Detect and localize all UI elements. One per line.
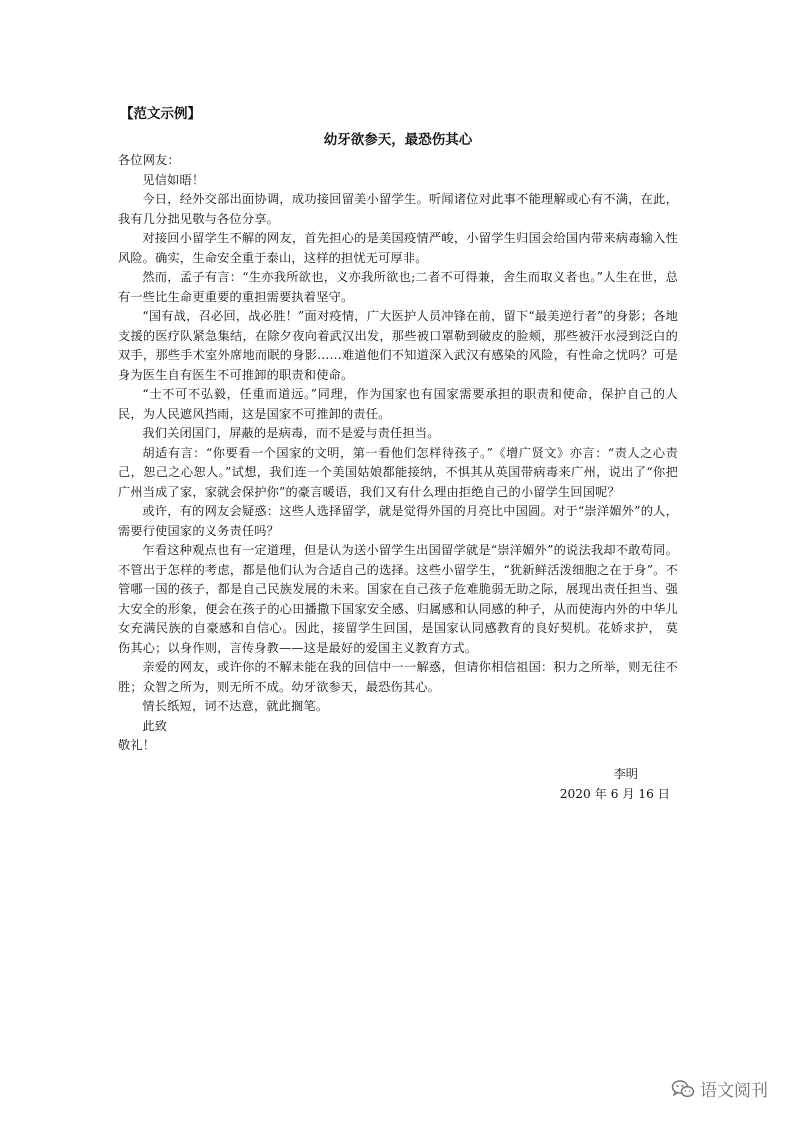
paragraph: “士不可不弘毅，任重而道远。”同理，作为国家也有国家需要承担的职责和使命，保护自己的人民，为人民遮风挡雨，这是国家不可推卸的责任。: [118, 387, 678, 421]
paragraph: 乍看这种观点也有一定道理，但是认为送小留学生出国留学就是“崇洋媚外”的说法我却不敢苟同。不管出于怎样的考虑，都是他们认为合适自己的选择。这些小留学生，“犹新鲜活泼细胞之在于身”。不管哪一国的孩子，都是自己民族发展的未来。国家在自己孩子危难脆弱无助之际，展现出责任担当、强大安全的形象，便会在孩子的心田播撒下国家安全感、归属感和认同感的种子，从而使海内外的中华儿女充满民族的自豪感和自信心。因此，接留学生回国，是国家认同感教育的良好契机。花娇求护， 莫伤其心；以身作则，言传身教——这是最好的爱国主义教育方式。: [118, 543, 678, 655]
paragraph: 今日，经外交部出面协调，成功接回留美小留学生。听闻诸位对此事不能理解或心有不满，在此，我有几分拙见敬与各位分享。: [118, 192, 678, 226]
paragraph: 对接回小留学生不解的网友，首先担心的是美国疫情严峻，小留学生归国会给国内带来病毒输入性风险。确实，生命安全重于泰山，这样的担忧无可厚非。: [118, 231, 678, 265]
paragraph: 胡适有言：“你要看一个国家的文明，第一看他们怎样待孩子。”《增广贤文》亦言：“责人之心责己，恕己之心恕人。”试想，我们连一个美国姑娘都能接纳，不惧其从英国带病毒来广州，说出了“你把广州当成了家，家就会保护你”的豪言暖语，我们又有什么理由拒绝自己的小留学生回国呢？: [118, 445, 678, 499]
closing-regards: 敬礼！: [118, 738, 156, 752]
paragraph: 情长纸短，词不达意，就此搁笔。: [142, 699, 329, 713]
paragraph: 或许，有的网友会疑惑：这些人选择留学，就是觉得外国的月亮比中国圆。对于“崇洋媚外”的人，需要行使国家的义务责任吗？: [118, 504, 678, 538]
watermark: [671, 1076, 768, 1101]
letter-body: [118, 151, 678, 756]
wechat-icon: [671, 1079, 695, 1099]
signature-name: 李明: [613, 766, 638, 781]
watermark-text: 语文阅刊: [700, 1081, 768, 1101]
salutation: 各位网友：: [118, 153, 180, 167]
signature-block: [118, 764, 678, 804]
paragraph-greeting: 见信如晤！: [142, 172, 205, 187]
letter-page: [118, 104, 678, 804]
section-label: 【范文示例】: [120, 106, 201, 122]
paragraph: “国有战，召必回，战必胜！”面对疫情，广大医护人员冲锋在前，留下“最美逆行者”的身影；各地支援的医疗队紧急集结，在除夕夜向着武汉出发，那些被口罩勒到破皮的脸颊，那些被汗水浸到泛白的双手，那些手术室外席地而眠的身影……难道他们不知道深入武汉有感染的风险，有性命之忧吗？可是身为医生自有医生不可推卸的职责和使命。: [118, 309, 678, 382]
signature-date: 2020 年 6 月 16 日: [559, 786, 670, 801]
paragraph: 我们关闭国门，屏蔽的是病毒，而不是爱与责任担当。: [142, 426, 440, 440]
paragraph: 亲爱的网友，或许你的不解未能在我的回信中一一解惑，但请你相信祖国：积力之所举，则无往不胜；众智之所为，则无所不成。幼牙欲参天，最恐伤其心。: [118, 660, 678, 694]
paragraph-closing-phrase: 此致: [142, 718, 168, 733]
essay-title: 幼牙欲参天，最恐伤其心: [323, 132, 473, 148]
paragraph: 然而，孟子有言：“生亦我所欲也，义亦我所欲也;二者不可得兼，舍生而取义者也。”人生在世，总有一些比生命更重要的重担需要执着坚守。: [118, 270, 678, 304]
